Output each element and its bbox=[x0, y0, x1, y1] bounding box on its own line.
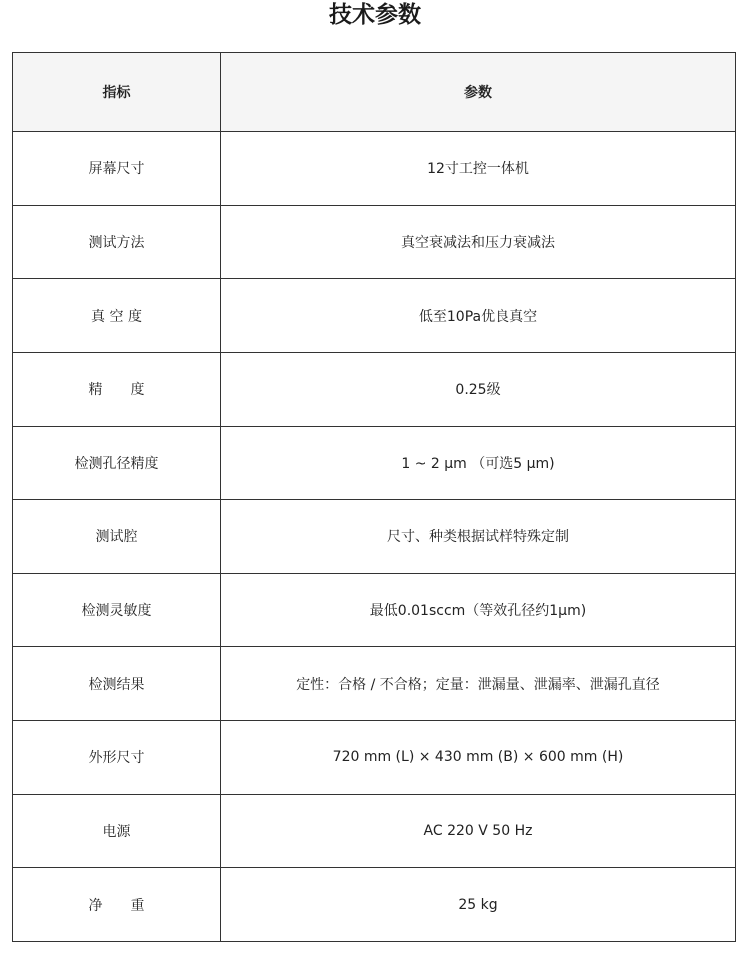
row-value: 最低0.01sccm（等效孔径约1μm) bbox=[221, 573, 736, 647]
row-value: 尺寸、种类根据试样特殊定制 bbox=[221, 500, 736, 574]
row-label: 精 度 bbox=[13, 352, 221, 426]
row-label: 检测结果 bbox=[13, 647, 221, 721]
row-value: 25 kg bbox=[221, 868, 736, 942]
spec-table bbox=[12, 52, 736, 942]
header-parameter: 参数 bbox=[221, 53, 736, 132]
table-row bbox=[13, 279, 736, 353]
row-label: 电源 bbox=[13, 794, 221, 868]
table-row bbox=[13, 426, 736, 500]
table-row bbox=[13, 500, 736, 574]
row-value: 720 mm (L) × 430 mm (B) × 600 mm (H) bbox=[221, 721, 736, 795]
row-value: 0.25级 bbox=[221, 352, 736, 426]
row-label: 检测灵敏度 bbox=[13, 573, 221, 647]
row-value: 12寸工控一体机 bbox=[221, 132, 736, 206]
header-indicator: 指标 bbox=[13, 53, 221, 132]
row-value: 1 ~ 2 μm （可选5 μm) bbox=[221, 426, 736, 500]
row-value: 定性：合格 / 不合格；定量：泄漏量、泄漏率、泄漏孔直径 bbox=[221, 647, 736, 721]
table-row bbox=[13, 868, 736, 942]
row-value: 低至10Pa优良真空 bbox=[221, 279, 736, 353]
table-row bbox=[13, 205, 736, 279]
row-label: 净 重 bbox=[13, 868, 221, 942]
table-row bbox=[13, 647, 736, 721]
row-label: 真 空 度 bbox=[13, 279, 221, 353]
row-label: 测试方法 bbox=[13, 205, 221, 279]
table-row bbox=[13, 721, 736, 795]
row-label: 屏幕尺寸 bbox=[13, 132, 221, 206]
row-label: 测试腔 bbox=[13, 500, 221, 574]
row-label: 检测孔径精度 bbox=[13, 426, 221, 500]
table-row bbox=[13, 573, 736, 647]
page-title: 技术参数 bbox=[329, 2, 421, 28]
table-row bbox=[13, 132, 736, 206]
table-header-row bbox=[13, 53, 736, 132]
table-row bbox=[13, 352, 736, 426]
row-value: AC 220 V 50 Hz bbox=[221, 794, 736, 868]
table-row bbox=[13, 794, 736, 868]
row-value: 真空衰减法和压力衰减法 bbox=[221, 205, 736, 279]
row-label: 外形尺寸 bbox=[13, 721, 221, 795]
